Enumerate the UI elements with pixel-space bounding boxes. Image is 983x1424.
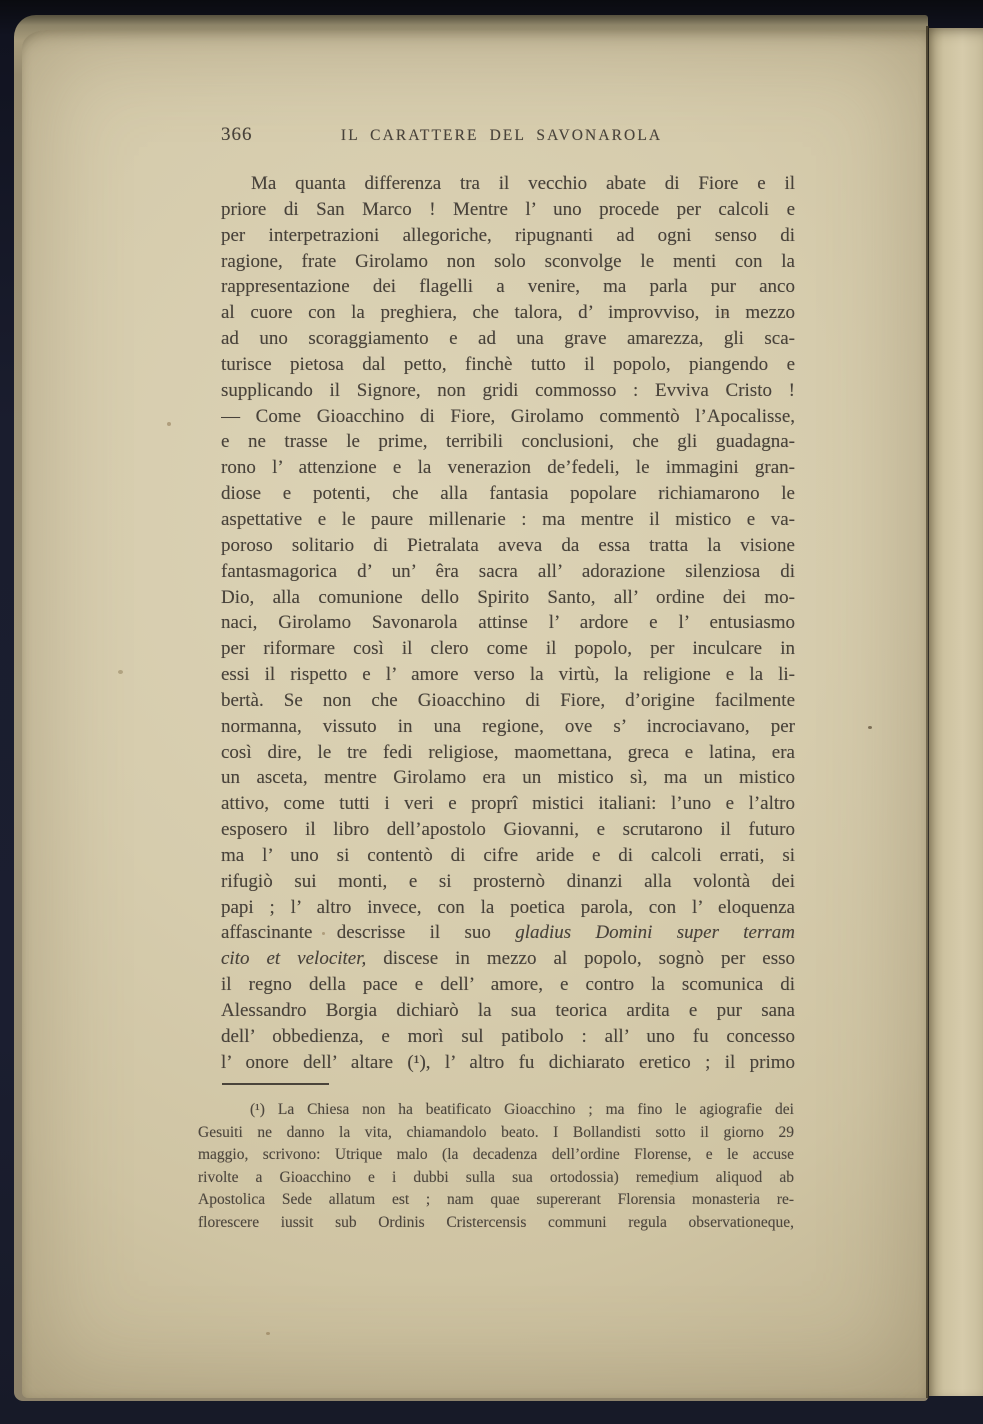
body-text-line: normanna, vissuto in una regione, ove s’ incrociavano, per: [221, 715, 795, 737]
body-text-line: essi il rispetto e l’ amore verso la virtù, la religione e la li-: [221, 664, 795, 686]
footnote-text: [198, 1099, 794, 1235]
body-text-line: dell’ obbedienza, e morì sul patibolo : all’ uno fu concesso: [221, 1025, 795, 1047]
paper-speck: [545, 438, 548, 441]
body-text-line: Dio, alla comunione dello Spirito Santo, all’ ordine dei mo-: [221, 586, 795, 608]
footnote-text-line: florescere iussit sub Ordinis Cristercensis communi regula observationeque,: [198, 1213, 794, 1231]
body-text-line: cito et velociter, discese in mezzo al popolo, sognò per esso: [221, 948, 795, 970]
body-text-line: — Come Gioacchino di Fiore, Girolamo commentò l’Apocalisse,: [221, 405, 795, 427]
page-number: 366: [221, 124, 253, 145]
body-text-line: per interpetrazioni allegoriche, ripugnanti ad ogni senso di: [221, 224, 795, 246]
body-text-line: aspettative e le paure millenarie : ma mentre il mistico e va-: [221, 508, 795, 530]
body-text-line: e ne trasse le prime, terribili conclusioni, che gli guadagna-: [221, 431, 795, 453]
body-text-line: l’ onore dell’ altare (¹), l’ altro fu dichiarato eretico ; il primo: [221, 1051, 795, 1073]
body-text-line: il regno della pace e dell’ amore, e contro la scomunica di: [221, 974, 795, 996]
body-text-line: così dire, le tre fedi religiose, maomettana, greca e latina, era: [221, 741, 795, 763]
body-text-line: esposero il libro dell’apostolo Giovanni, e scrutarono il futuro: [221, 819, 795, 841]
body-text-line: attivo, come tutti i veri e proprî mistici italiani: l’uno e l’altro: [221, 793, 795, 815]
running-title: IL CARATTERE DEL SAVONAROLA: [340, 127, 663, 144]
body-text-line: un asceta, mentre Girolamo era un mistico sì, ma un mistico: [221, 767, 795, 789]
body-text-line: supplicando il Signore, non gridi commosso : Evviva Cristo !: [221, 379, 795, 401]
paper-speck: [868, 726, 872, 729]
paper-speck: [118, 670, 123, 674]
paper-speck: [167, 422, 171, 426]
body-text-line: ragione, frate Girolamo non solo sconvolge le menti con la: [221, 250, 795, 272]
body-text-line: ad uno scoraggiamento e ad una grave amarezza, gli sca-: [221, 328, 795, 350]
body-text-line: al cuore con la preghiera, che talora, d’ improvviso, in mezzo: [221, 302, 795, 324]
paper-speck: [782, 550, 784, 552]
body-text: [221, 171, 795, 1076]
body-text-line: diose e potenti, che alla fantasia popolare richiamarono le: [221, 483, 795, 505]
running-head: [221, 122, 795, 150]
body-text-line: per riformare così il clero come il popolo, per inculcare in: [221, 638, 795, 660]
adjacent-page-edge: [929, 28, 983, 1396]
footnote-text-line: Gesuiti ne danno la vita, chiamandolo beato. I Bollandisti sotto il giorno 29: [198, 1123, 794, 1141]
body-text-line: fantasmagorica d’ un’ êra sacra all’ adorazione silenziosa di: [221, 560, 795, 582]
paper-speck: [266, 1332, 270, 1335]
paper-speck: [454, 652, 457, 654]
paper-speck: [322, 932, 325, 935]
body-text-line: priore di San Marco ! Mentre l’ uno procede per calcoli e: [221, 198, 795, 220]
footnote-text-line: maggio, scrivono: Utrique malo (la decadenza dell’ordine Florense, e le accuse: [198, 1146, 794, 1164]
body-text-line: bertà. Se non che Gioacchino di Fiore, d’origine facilmente: [221, 689, 795, 711]
body-text-line: rono l’ attenzione e la venerazion de’fedeli, le immagini gran-: [221, 457, 795, 479]
body-text-line: Ma quanta differenza tra il vecchio abate di Fiore e il: [251, 173, 795, 194]
footnote-separator-rule: [222, 1083, 329, 1085]
body-text-line: poroso solitario di Pietralata aveva da essa tratta la visione: [221, 534, 795, 556]
paper-speck: [670, 1182, 673, 1185]
body-text-line: rifugiò sui monti, e si prosternò dinanzi alla volontà dei: [221, 870, 795, 892]
footnote-text-line: (¹) La Chiesa non ha beatificato Gioacchino ; ma fino le agiografie dei: [250, 1101, 794, 1118]
body-text-line: turisce pietosa dal petto, finchè tutto il popolo, piangendo e: [221, 353, 795, 375]
paper-speck: [724, 312, 727, 315]
body-text-line: naci, Girolamo Savonarola attinse l’ ardore e l’ entusiasmo: [221, 612, 795, 634]
footnote-text-line: rivolte a Gioacchino e i dubbi sulla sua ortodossia) remedium aliquod ab: [198, 1168, 794, 1186]
body-text-line: Alessandro Borgia dichiarò la sua teorica ardita e pur sana: [221, 1000, 795, 1021]
body-text-line: papi ; l’ altro invece, con la poetica parola, con l’ eloquenza: [221, 896, 795, 918]
body-text-line: affascinante descrisse il suo gladius Domini super terram: [221, 922, 795, 944]
body-text-line: rappresentazione dei flagelli a venire, ma parla pur anco: [221, 276, 795, 298]
book-page: [22, 30, 928, 1398]
footnote-text-line: Apostolica Sede allatum est ; nam quae supererant Florensia monasteria re-: [198, 1191, 794, 1209]
body-text-line: ma l’ uno si contentò di cifre aride e di calcoli errati, si: [221, 844, 795, 866]
